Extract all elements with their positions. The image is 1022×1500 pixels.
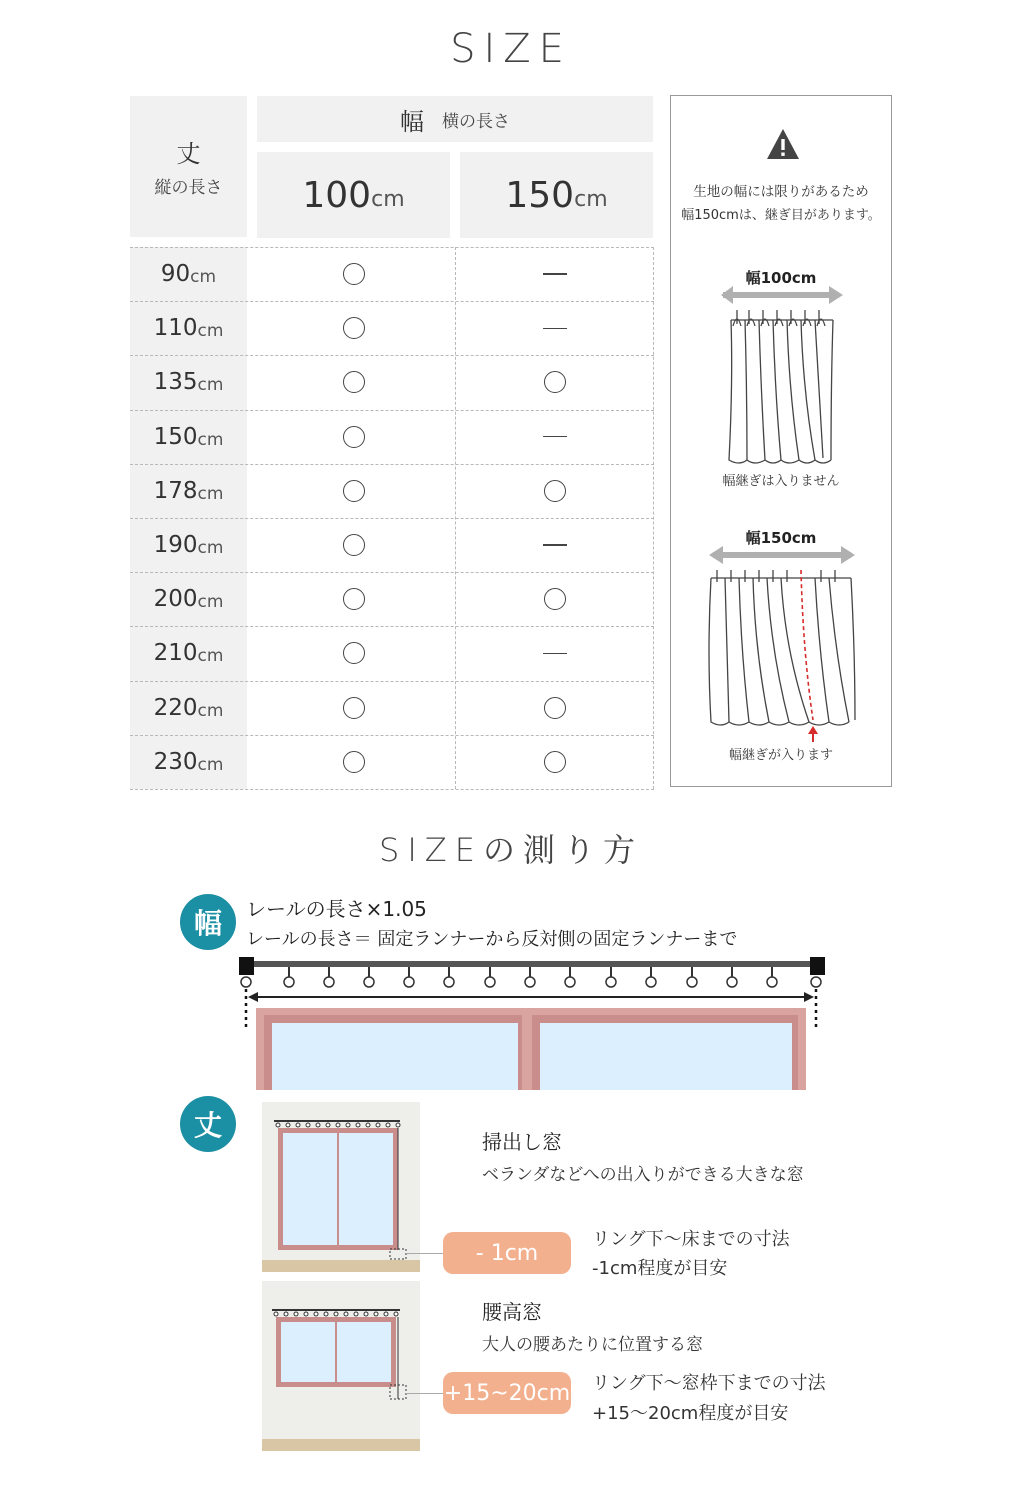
waist-window-illustration [262,1281,420,1451]
unavailable-dash-icon [543,436,567,438]
row-length-num: 210 [153,640,198,667]
available-circle-icon [544,697,566,719]
row-length-num: 110 [153,315,198,342]
page-title: SIZE [450,26,572,72]
row-length-num: 200 [153,586,198,613]
availability-cell-w150 [457,572,653,626]
availability-cell-w100 [257,247,450,301]
row-divider [130,247,654,248]
availability-cell-w150 [457,247,653,301]
window1-adjust-pill: - 1cm [443,1232,571,1274]
row-length-num: 90 [160,261,191,288]
row-divider [130,355,654,356]
length-badge: 丈 [180,1096,236,1152]
row-label [130,572,247,626]
window2-note-2: +15〜20cm程度が目安 [592,1403,789,1424]
available-circle-icon [343,317,365,339]
width-col-num: 100 [302,174,372,216]
row-label [130,301,247,355]
row-length-unit: cm [197,429,224,450]
unavailable-dash-icon [543,328,567,330]
width-col-num: 150 [505,174,575,216]
available-circle-icon [544,751,566,773]
row-length-num: 190 [153,532,198,559]
note-line-1: 生地の幅には限りがあるため [693,184,869,200]
width-badge: 幅 [180,894,236,950]
row-label [130,518,247,572]
row-divider [130,301,654,302]
availability-cell-w100 [257,301,450,355]
width-header-cell [257,96,653,142]
row-divider [130,518,654,519]
curtain-100-illustration [719,282,849,472]
caption-100: 幅継ぎは入りません [722,474,840,489]
row-label [130,464,247,518]
row-divider [130,464,654,465]
rail-window-illustration [236,955,832,1090]
availability-cell-w150 [457,626,653,680]
unavailable-dash-icon [543,544,567,546]
length-sub: 縦の長さ [154,178,223,198]
window2-adjust-pill: +15~20cm [443,1372,571,1414]
row-length-num: 150 [153,423,198,450]
width-col-150 [460,152,653,238]
window1-note-1: リング下〜床までの寸法 [592,1229,790,1250]
caption-150: 幅継ぎが入ります [728,748,833,763]
available-circle-icon [544,371,566,393]
available-circle-icon [343,534,365,556]
sweep-window-illustration [262,1102,420,1272]
seam-arrow-icon [808,726,818,734]
row-divider [130,789,654,790]
row-label [130,355,247,409]
unavailable-dash-icon [543,273,567,275]
row-length-unit: cm [197,646,224,667]
row-divider [130,681,654,682]
available-circle-icon [343,371,365,393]
availability-cell-w100 [257,572,450,626]
width-formula: レールの長さ×1.05 [246,897,427,921]
available-circle-icon [343,263,365,285]
availability-cell-w100 [257,355,450,409]
width-header: 幅 [400,107,424,136]
unavailable-dash-icon [543,653,567,655]
row-length-unit: cm [197,538,224,559]
seam-line [801,570,813,720]
window2-title: 腰高窓 [482,1300,542,1324]
row-divider [130,735,654,736]
available-circle-icon [544,588,566,610]
availability-cell-w100 [257,464,450,518]
row-length-num: 220 [153,694,198,721]
row-length-unit: cm [197,700,224,721]
seam-note-box [670,95,892,787]
window1-desc: ベランダなどへの出入りができる大きな窓 [482,1165,804,1185]
window2-note-1: リング下〜窓枠下までの寸法 [592,1373,826,1394]
available-circle-icon [343,697,365,719]
row-length-num: 135 [153,369,198,396]
available-circle-icon [343,588,365,610]
note-line-2: 幅150cmは、継ぎ目があります。 [681,208,881,223]
row-length-num: 230 [153,748,198,775]
length-header: 丈 [176,140,201,168]
availability-cell-w150 [457,301,653,355]
width-sub: 横の長さ [442,111,510,132]
availability-cell-w150 [457,410,653,464]
label-150: 幅150cm [745,529,817,547]
availability-cell-w150 [457,735,653,789]
window1-title: 掃出し窓 [482,1130,562,1154]
row-divider [130,572,654,573]
column-divider [653,247,654,789]
available-circle-icon [343,751,365,773]
row-label [130,626,247,680]
availability-cell-w150 [457,355,653,409]
window1-note-2: -1cm程度が目安 [592,1258,728,1279]
availability-cell-w150 [457,518,653,572]
availability-cell-w100 [257,410,450,464]
label-100: 幅100cm [745,269,817,287]
warning-icon [766,128,800,160]
row-label [130,247,247,301]
row-length-unit: cm [197,592,224,613]
row-label [130,681,247,735]
row-length-unit: cm [190,267,217,288]
width-definition: レールの長さ＝ 固定ランナーから反対側の固定ランナーまで [246,929,738,950]
availability-cell-w150 [457,681,653,735]
available-circle-icon [343,480,365,502]
availability-cell-w100 [257,735,450,789]
availability-cell-w100 [257,626,450,680]
row-length-unit: cm [197,483,224,504]
row-length-unit: cm [197,375,224,396]
available-circle-icon [544,480,566,502]
measure-title: SIZEの測り方 [379,831,643,869]
column-divider [455,247,456,789]
row-length-unit: cm [197,754,224,775]
available-circle-icon [343,426,365,448]
width-col-100 [257,152,450,238]
available-circle-icon [343,642,365,664]
row-label [130,410,247,464]
row-divider [130,626,654,627]
row-divider [130,410,654,411]
availability-cell-w150 [457,464,653,518]
row-label [130,735,247,789]
row-length-unit: cm [197,321,224,342]
availability-cell-w100 [257,518,450,572]
curtain-150-illustration [705,542,861,747]
width-col-unit: cm [371,186,405,212]
row-length-num: 178 [153,477,198,504]
availability-cell-w100 [257,681,450,735]
window2-desc: 大人の腰あたりに位置する窓 [482,1335,703,1355]
width-col-unit: cm [574,186,608,212]
length-header-cell [130,96,247,237]
